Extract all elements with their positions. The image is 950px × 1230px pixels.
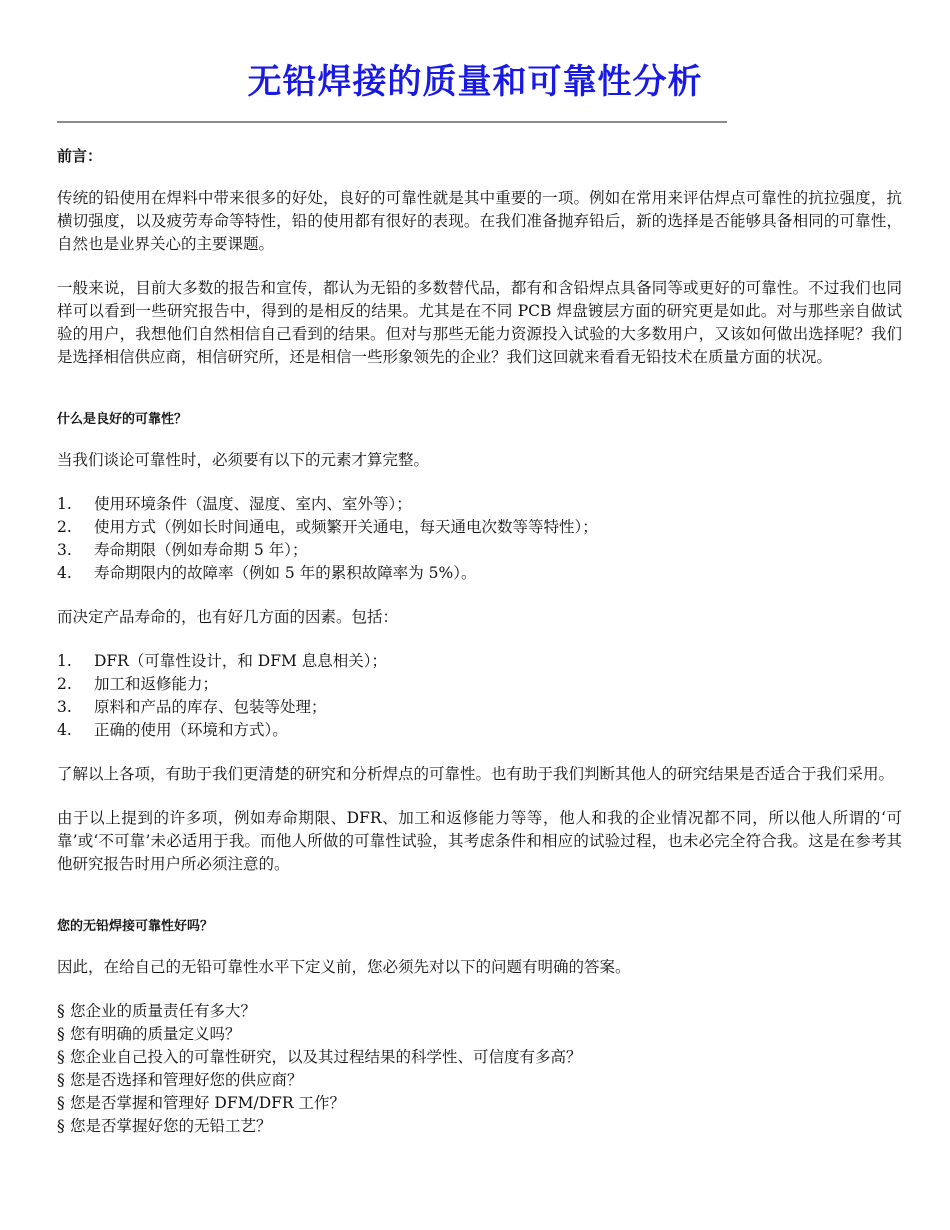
title-divider: [57, 121, 727, 123]
list-item: § 您是否掌握好您的无铅工艺？: [57, 1117, 272, 1135]
intro-paragraph-2: 一般来说，目前大多数的报告和宣传，都认为无铅的多数替代品，都有和含铅焊点具备同等或更好的可靠性。不过我们也同样可以看到一些研究报告中，得到的是相反的结果。尤其是在不同 PCB 焊盘镀层方面的研究更是如此。对与那些亲自做试验的用户，我想他们自然相信自己看到的结果。但对与那些无能力资源投入试验的大多数用户，又该如何做出选择呢？我们是选择相信供应商，相信研究所，还是相信一些形象领先的企业？我们这回就来看看无铅技术在质量方面的状况。: [57, 279, 902, 366]
section2-lead: 因此，在给自己的无铅可靠性水平下定义前，您必须先对以下的问题有明确的答案。: [57, 958, 631, 976]
section1-paragraph-2: 由于以上提到的许多项，例如寿命期限、DFR、加工和返修能力等等，他人和我的企业情况都不同，所以他人所谓的‘可靠’或‘不可靠’未必适用于我。而他人所做的可靠性试验，其考虑条件和相应的试验过程，也未必完全符合我。这是在参考其他研究报告时用户所必须注意的。: [57, 809, 902, 873]
reliability-elements-list: [57, 493, 902, 585]
list-item: 4. 寿命期限内的故障率（例如 5 年的累积故障率为 5%）。: [57, 564, 477, 582]
list-item: 4. 正确的使用（环境和方式）。: [57, 721, 288, 739]
list-item: 2. 使用方式（例如长时间通电，或频繁开关通电，每天通电次数等等特性）；: [57, 518, 598, 536]
list-item: 2. 加工和返修能力；: [57, 675, 219, 693]
questions-list: [57, 1000, 902, 1138]
section1-mid: 而决定产品寿命的，也有好几方面的因素。包括：: [57, 608, 399, 626]
intro-heading: 前言：: [57, 147, 103, 165]
lifetime-factors-list: [57, 650, 902, 742]
list-item: 1. DFR（可靠性设计，和 DFM 息息相关）；: [57, 652, 388, 670]
list-item: 3. 原料和产品的库存、包装等处理；: [57, 698, 327, 716]
document-body: [57, 143, 902, 1138]
section1-lead: 当我们谈论可靠性时，必须要有以下的元素才算完整。: [57, 451, 430, 469]
section1-paragraph-1: 了解以上各项，有助于我们更清楚的研究和分析焊点的可靠性。也有助于我们判断其他人的研究结果是否适合于我们采用。: [57, 765, 895, 783]
list-item: § 您企业自己投入的可靠性研究，以及其过程结果的科学性、可信度有多高？: [57, 1048, 582, 1066]
section-heading-your-reliability: 您的无铅焊接可靠性好吗？: [57, 919, 214, 934]
list-item: § 您企业的质量责任有多大？: [57, 1002, 257, 1020]
list-item: § 您有明确的质量定义吗？: [57, 1025, 241, 1043]
section-heading-reliability: 什么是良好的可靠性？: [57, 412, 188, 427]
intro-paragraph-1: 传统的铅使用在焊料中带来很多的好处，良好的可靠性就是其中重要的一项。例如在常用来评估焊点可靠性的抗拉强度，抗横切强度，以及疲劳寿命等特性，铅的使用都有很好的表现。在我们准备抛弃铅后，新的选择是否能够具备相同的可靠性，自然也是业界关心的主要课题。: [57, 189, 902, 253]
document-title: 无铅焊接的质量和可靠性分析: [247, 62, 703, 102]
list-item: 3. 寿命期限（例如寿命期 5 年）；: [57, 541, 308, 559]
list-item: § 您是否选择和管理好您的供应商？: [57, 1071, 303, 1089]
list-item: § 您是否掌握和管理好 DFM/DFR 工作？: [57, 1094, 345, 1112]
list-item: 1. 使用环境条件（温度、湿度、室内、室外等）；: [57, 495, 412, 513]
